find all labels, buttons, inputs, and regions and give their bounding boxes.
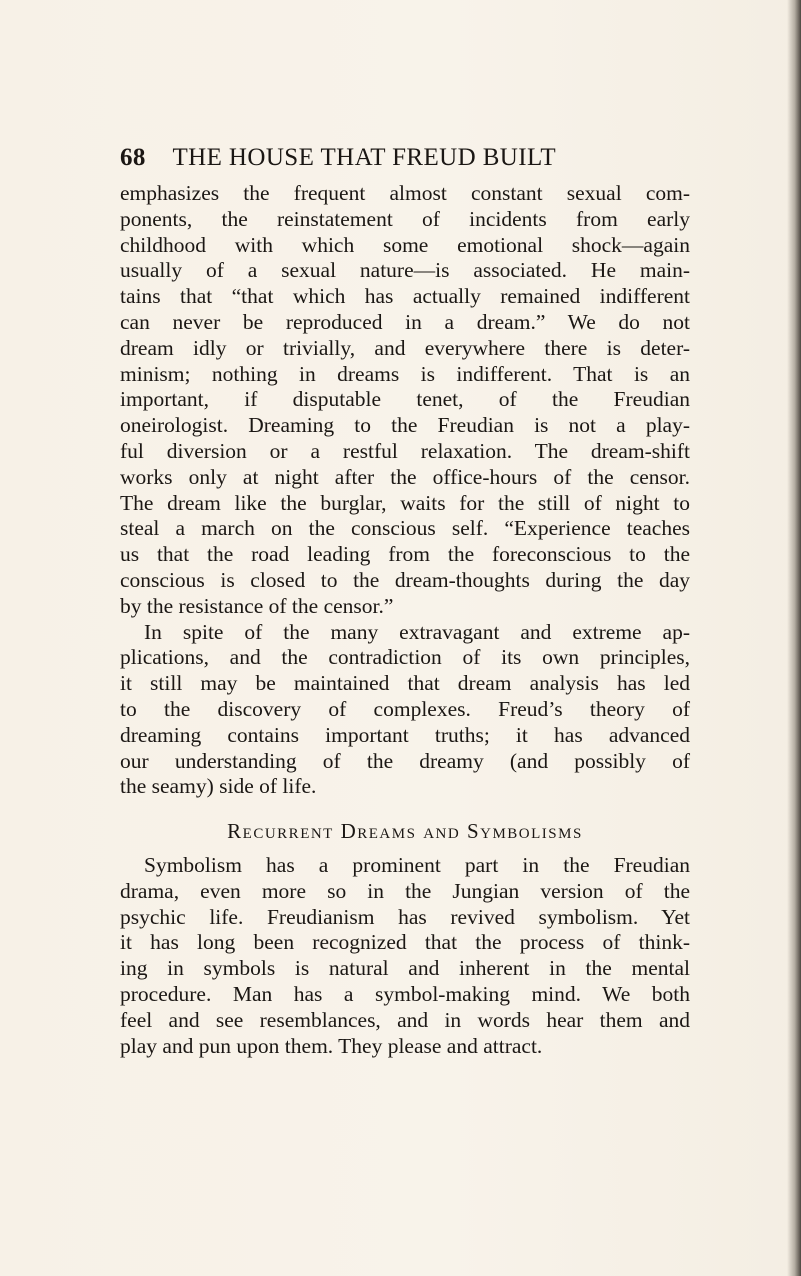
running-head: THE HOUSE THAT FREUD BUILT <box>172 144 557 171</box>
text-line: steal a march on the conscious self. “Experience teaches <box>120 516 690 541</box>
text-line: conscious is closed to the dream-thoughts during the day <box>120 567 690 592</box>
text-line: feel and see resemblances, and in words hear them and <box>120 1007 690 1032</box>
page-number: 68 <box>120 144 146 171</box>
text-line: dream idly or trivially, and everywhere there is deter- <box>120 335 690 360</box>
text-line: us that the road leading from the foreconscious to the <box>120 542 690 567</box>
text-line: it has long been recognized that the process of think- <box>120 930 690 955</box>
text-line: tains that “that which has actually remained indifferent <box>120 284 690 309</box>
text-line: important, if disputable tenet, of the Freudian <box>120 387 690 412</box>
text-line: emphasizes the frequent almost constant sexual com- <box>120 181 690 205</box>
text-line: our understanding of the dreamy (and possibly of <box>120 748 690 773</box>
text-line: dreaming contains important truths; it has advanced <box>120 722 690 747</box>
text-line: psychic life. Freudianism has revived symbolism. Yet <box>120 904 690 929</box>
text-line: usually of a sexual nature—is associated. He main- <box>120 258 690 283</box>
text-line: can never be reproduced in a dream.” We do not <box>120 309 690 334</box>
text-line: it still may be maintained that dream analysis has led <box>120 671 690 696</box>
text-line: play and pun upon them. They please and attract. <box>120 1033 543 1058</box>
text-line: works only at night after the office-hours of the censor. <box>120 464 690 489</box>
page-header <box>120 144 640 180</box>
text-line: by the resistance of the censor.” <box>120 593 394 618</box>
text-line: drama, even more so in the Jungian version of the <box>120 878 690 903</box>
text-line: minism; nothing in dreams is indifferent. That is an <box>120 361 690 386</box>
text-line: plications, and the contradiction of its own principles, <box>120 645 690 670</box>
text-line: the seamy) side of life. <box>120 774 317 799</box>
text-line: Symbolism has a prominent part in the Freudian <box>144 853 690 877</box>
page-edge-shadow <box>787 0 801 1276</box>
text-line: In spite of the many extravagant and extreme ap- <box>144 619 690 644</box>
paragraph-1 <box>120 181 690 800</box>
text-line: The dream like the burglar, waits for the still of night to <box>120 490 690 515</box>
section-heading: Recurrent Dreams and Symbolisms <box>227 819 583 843</box>
paragraph-3 <box>120 853 690 1059</box>
text-line: to the discovery of complexes. Freud’s theory of <box>120 696 690 721</box>
text-line: childhood with which some emotional shock—again <box>120 232 690 257</box>
text-line: ful diversion or a restful relaxation. The dream-shift <box>120 438 690 463</box>
text-line: procedure. Man has a symbol-making mind. We both <box>120 981 690 1006</box>
text-line: ponents, the reinstatement of incidents from early <box>120 206 690 231</box>
text-line: oneirologist. Dreaming to the Freudian is not a play- <box>120 413 690 438</box>
text-line: ing in symbols is natural and inherent in the mental <box>120 956 690 981</box>
